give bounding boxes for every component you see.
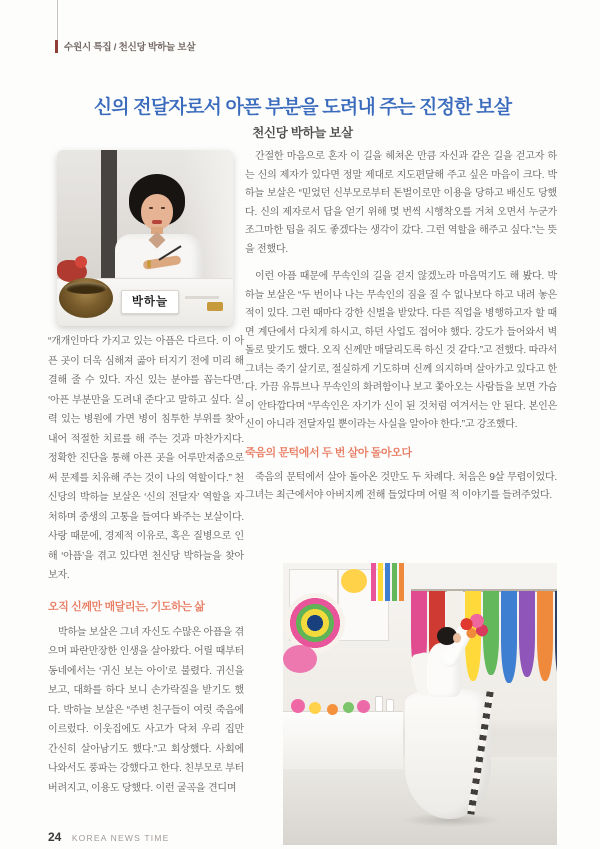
left-column <box>48 332 244 810</box>
section-heading-prayer-life: 오직 신께만 매달리는, 기도하는 삶 <box>48 600 205 613</box>
paragraph: “개개인마다 가지고 있는 아픔은 다르다. 이 아픈 곳이 더욱 심해져 곪아 터지기 전에 미리 해결해 줄 수 있다. 자신 있는 분야를 꼽는다면, ‘아픈 부분만을 도려내 준다’고 말하고 싶다. 실력 있는 병원에 가면 병이 침투한 부위를 찾아내어 적절한 치료를 해 주는 것과 마찬가지다. 정확한 진단을 통해 아픈 곳을 어루만져줌으로써 문제를 치유해 주는 것이 나의 역할이다.” 천신당의 박하늘 보살은 ‘신의 전달자’ 역할을 자처하며 중생의 고통을 들여다 봐주는 보살이다. 사랑 때문에, 경제적 이유로, 혹은 질병으로 인해 ‘아픔’을 겪고 있다면 천신당 박하늘을 찾아보자. <box>48 336 244 581</box>
streamer <box>378 563 383 601</box>
page-number: 24 <box>48 830 62 844</box>
altar-table <box>283 711 403 769</box>
woman-eye <box>161 207 165 209</box>
ritual-photo <box>283 563 557 845</box>
offering-bottle <box>375 696 383 712</box>
kicker <box>55 39 195 53</box>
portrait-photo <box>57 150 233 326</box>
paper-flower-yellow <box>341 569 367 593</box>
red-cloth <box>75 256 87 268</box>
offering-bottle <box>386 699 394 712</box>
right-column <box>245 148 557 515</box>
paragraph: 간절한 마음으로 혼자 이 길을 헤쳐온 만큼 자신과 같은 길을 걷고자 하는 신의 제자가 있다면 정말 제대로 지도편달해 주고 싶은 마음이 크다. 박하늘 보살은 “믿었던 신부모로부터 돈벌이로만 이용을 당하고 배신도 당했다. 신의 제자로서 답을 얻기 위해 몇 번씩 시행착오를 거쳐 오면서 누군가 조그마한 팁을 줘도 좋겠다는 생각이 갔다. 그런 역할을 해주고 싶다.”는 뜻을 전했다. <box>245 151 557 255</box>
woman-face <box>141 194 173 230</box>
kicker-bar-icon <box>55 40 58 53</box>
woman-lips <box>152 220 162 224</box>
woman-eye <box>149 207 153 209</box>
paper-flower-pink <box>283 645 317 673</box>
magazine-name: KOREA NEWS TIME <box>71 833 170 843</box>
streamers <box>371 563 406 601</box>
streamer <box>385 563 390 601</box>
offering-fruit <box>343 702 354 713</box>
offering-flowers <box>291 699 305 713</box>
desk-papers <box>185 296 219 299</box>
shaman-in-white-hanbok <box>401 619 501 823</box>
gold-object <box>207 302 223 311</box>
kicker-label: 수원시 특집 / 천신당 박하늘 보살 <box>64 42 196 53</box>
paragraph: 죽음의 문턱에서 살아 돌아온 것만도 두 차례다. 처음은 9살 무렵이었다. 그녀는 최근에서야 아버지께 전해 들었다며 어릴 적 이야기를 들려주었다. <box>245 471 557 501</box>
paragraph: 이런 아픔 때문에 무속인의 길을 걷지 않겠노라 마음먹기도 해 봤다. 박하늘 보살은 “두 번이나 나는 무속인의 짐을 질 수 없나보다 하고 내려 놓은 적이 있다. 그런 때마다 강한 신벌을 받았다. 다른 직업을 병행하고자 할 때면 계단에서 다치게 하시고, 하던 사업도 접어야 했다. 강도가 들어와서 벽돌로 맞기도 했다. 오직 신께만 매달리도록 하신 것 같다.”고 전했다. 따라서 그녀는 죽기 살기로, 절실하게 기도하며 신께 의지하며 살아가고 있다고 한다. 가끔 유튜브나 무속인의 화려함이나 보고 쫓아오는 사람들을 보면 가슴이 안타깝다며 “무속인은 자기가 신이 된 것처럼 여겨서는 안 된다. 본인은 신이 아니라 전달자일 뿐이라는 사실을 알아야 한다.”고 강조했다. <box>245 271 557 430</box>
nameplate: 박하늘 <box>121 290 179 314</box>
paper-flower-rainbow <box>285 593 345 653</box>
kicker-rule <box>57 0 58 42</box>
page-footer <box>48 828 169 846</box>
article-title: 신의 전달자로서 아픈 부분을 도려내 주는 진정한 보살 <box>93 97 512 118</box>
article-subtitle: 천신당 박하늘 보살 <box>252 126 353 140</box>
paragraph: 박하늘 보살은 그녀 자신도 수많은 아픔을 겪으며 파란만장한 인생을 살아왔다. 어릴 때부터 동네에서는 ‘귀신 보는 아이’로 불렸다. 귀신을 보고, 대화를 하다 보니 손가락질을 받기도 했다. 박하늘 보살은 “주변 친구들이 여럿 죽음에 이르렀다. 이웃집에도 사고가 닥쳐 우리 집만 간신히 살아남기도 했다.”고 회상했다. 사회에 나와서도 풍파는 강했다고 한다. 친부모로 부터 버려지고, 이용도 당했다. 이런 굴곡을 견디며 <box>48 626 244 794</box>
offering-fruit <box>327 704 338 715</box>
garment <box>501 591 517 683</box>
gold-bracelet <box>147 260 151 268</box>
garment <box>555 591 557 685</box>
offering-flowers <box>309 702 321 714</box>
streamer <box>371 563 376 601</box>
streamer <box>392 563 397 601</box>
streamer <box>399 563 404 601</box>
section-heading-death-threshold: 죽음의 문턱에서 두 번 살아 돌아오다 <box>245 446 412 459</box>
flower-bundle <box>457 613 489 641</box>
offering-flowers <box>357 700 370 713</box>
singing-bowl-rim <box>65 282 107 294</box>
garment <box>519 591 535 677</box>
garment <box>537 591 553 681</box>
